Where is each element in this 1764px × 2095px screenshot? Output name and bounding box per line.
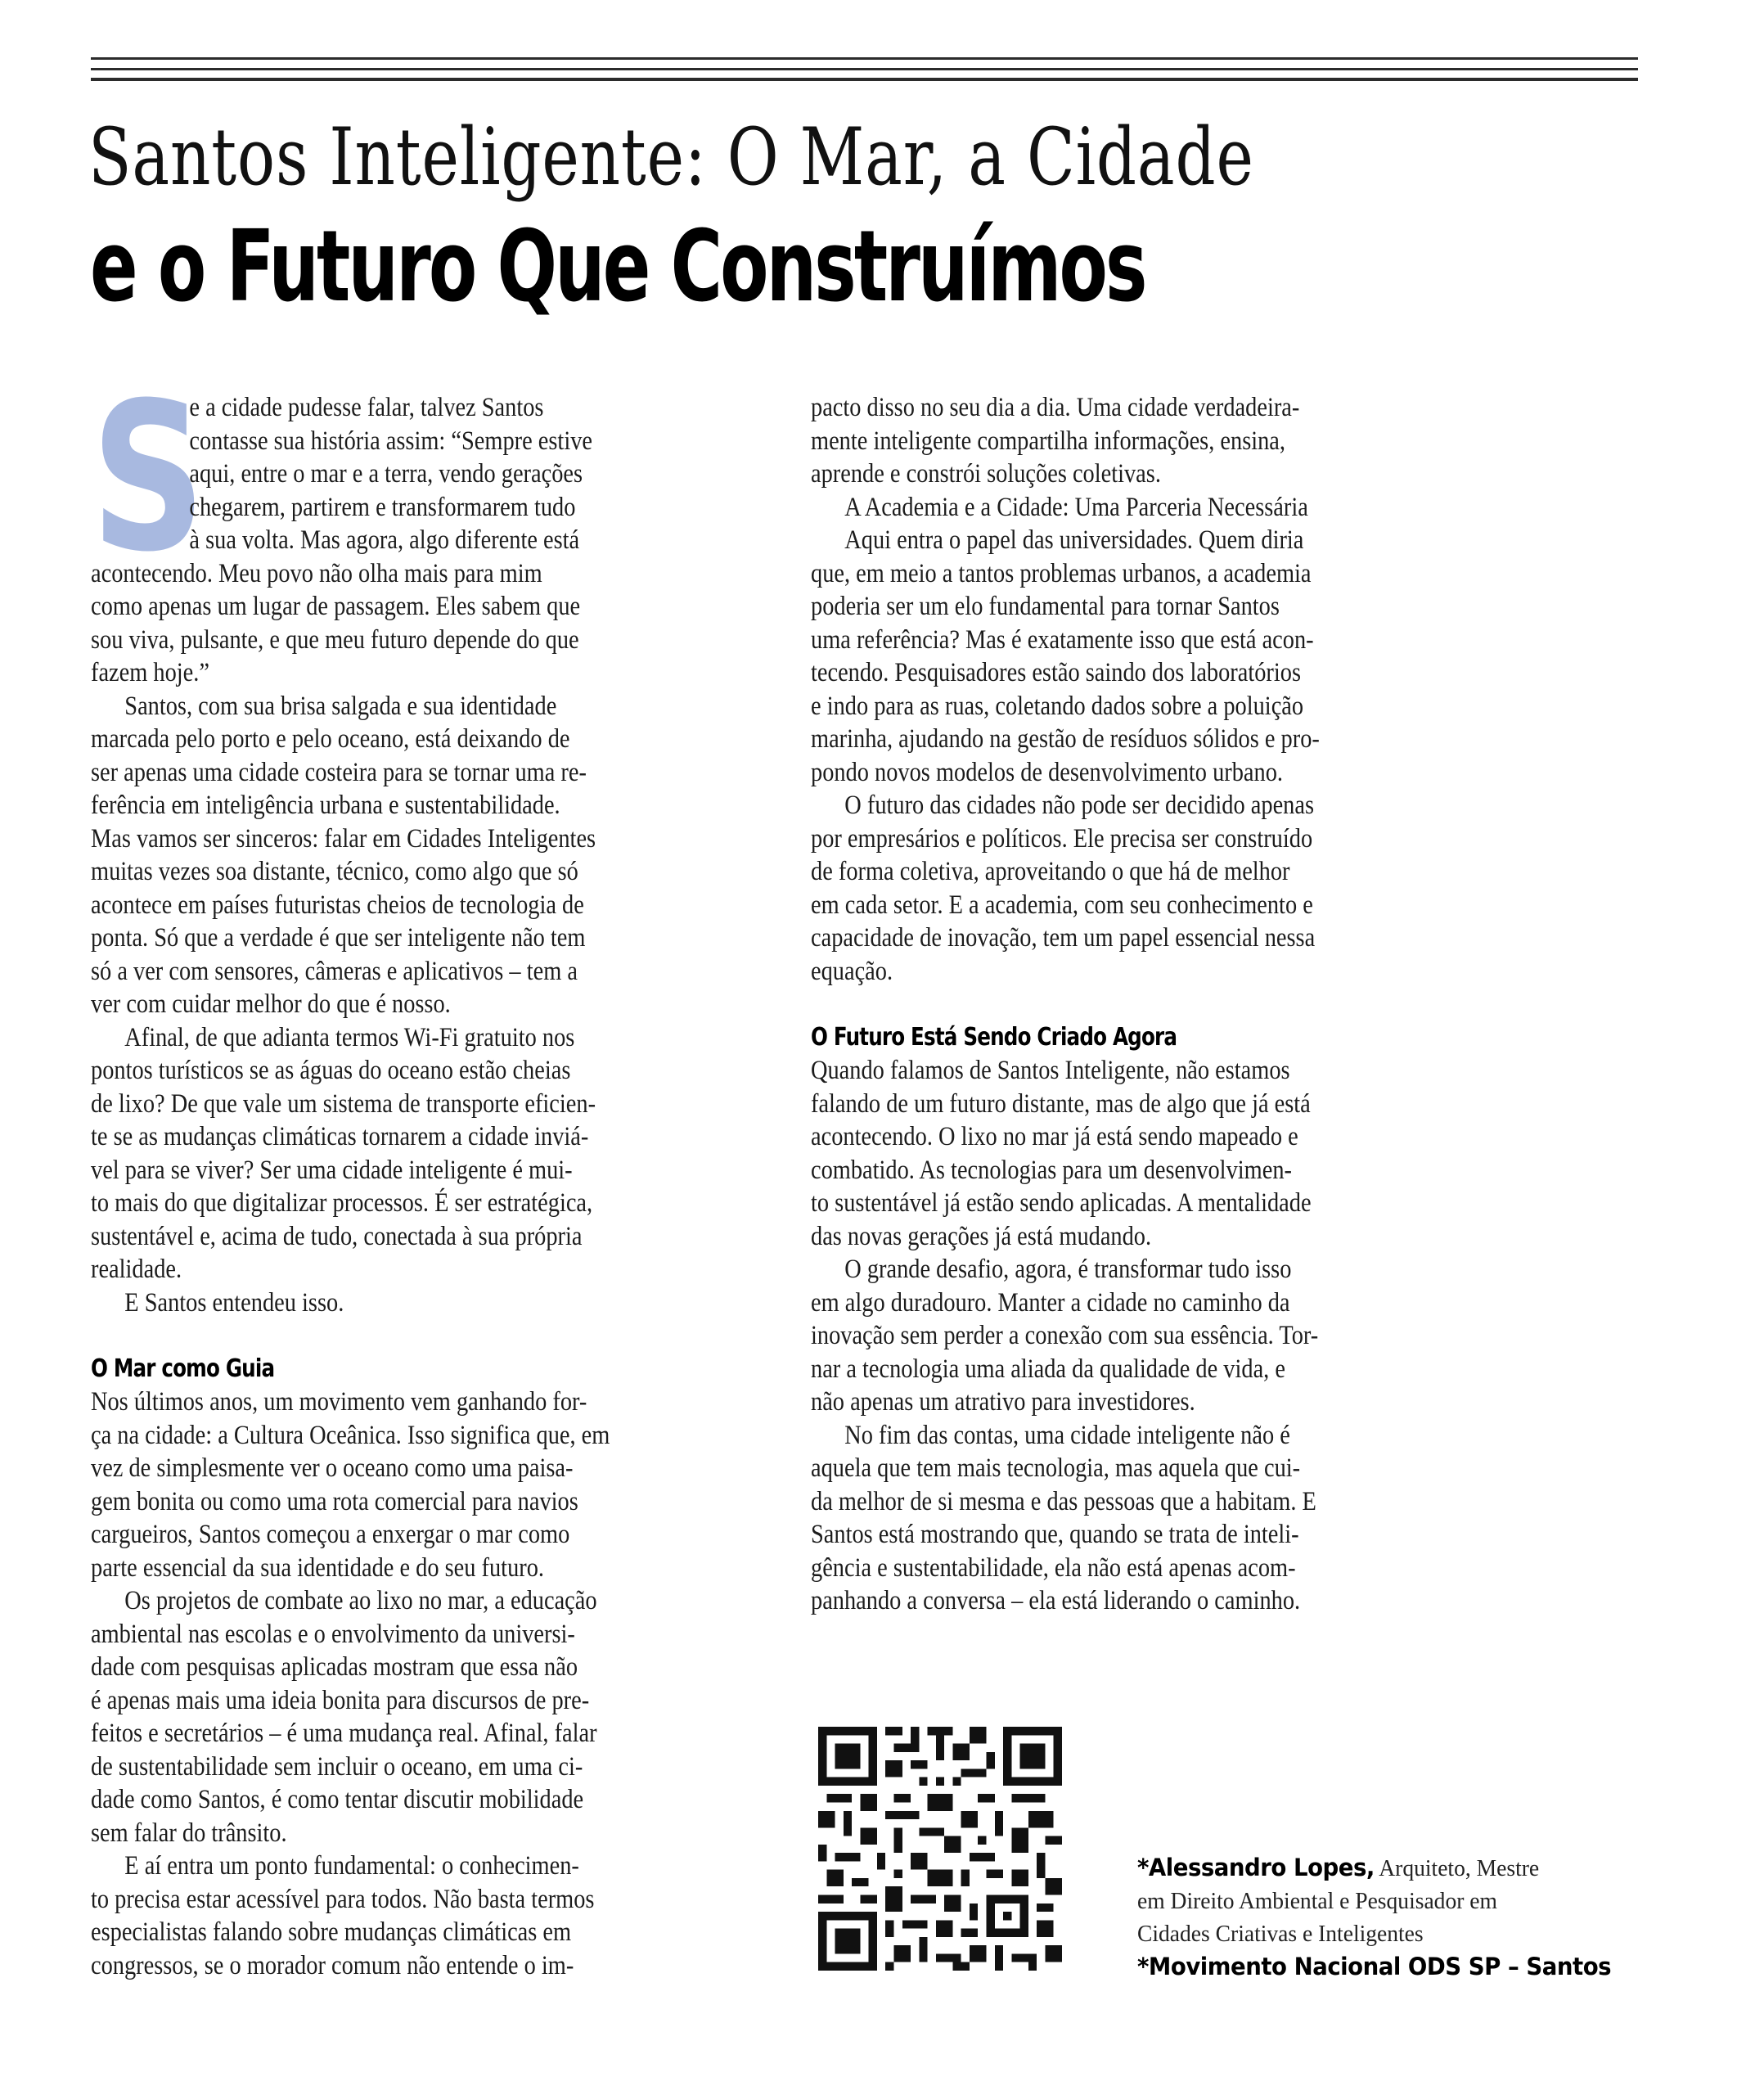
author-line-3: Cidades Criativas e Inteligentes bbox=[1137, 1921, 1424, 1947]
text-line: ambiental nas escolas e o envolvimento da universi- bbox=[91, 1619, 575, 1649]
headline-line-2: e o Futuro Que Construímos bbox=[90, 210, 1145, 324]
text-line: gem bonita ou como uma rota comercial para navios bbox=[91, 1486, 578, 1516]
text-line: aqui, entre o mar e a terra, vendo gerações bbox=[189, 459, 583, 489]
text-line: to mais do que digitalizar processos. É ser estratégica, bbox=[91, 1188, 593, 1218]
organization-line bbox=[1137, 1950, 1619, 1984]
author-line-1 bbox=[1137, 1851, 1619, 1885]
text-line: marcada pelo porto e pelo oceano, está deixando de bbox=[91, 724, 570, 754]
text-line: como apenas um lugar de passagem. Eles sabem que bbox=[91, 592, 581, 621]
text-line: de lixo? De que vale um sistema de transporte eficien- bbox=[91, 1088, 596, 1119]
text-line: acontecendo. Meu povo não olha mais para mim bbox=[91, 558, 542, 588]
text-line: em algo duradouro. Manter a cidade no caminho da bbox=[811, 1287, 1290, 1318]
text-line: congressos, se o morador comum não entende o im- bbox=[91, 1950, 574, 1980]
author-name: *Alessandro Lopes, bbox=[1137, 1854, 1375, 1881]
text-line: dade como Santos, é como tentar discutir mobilidade bbox=[91, 1785, 584, 1814]
text-line: não apenas um atrativo para investidores. bbox=[811, 1387, 1195, 1417]
text-line: O grande desafio, agora, é transformar tudo isso bbox=[844, 1255, 1292, 1284]
subheading-o-mar-como-guia: O Mar como Guia bbox=[91, 1354, 275, 1383]
paragraph bbox=[91, 358, 754, 690]
text-line: feitos e secretários – é uma mudança real. Afinal, falar bbox=[91, 1719, 597, 1748]
text-line: chegarem, partirem e transformarem tudo bbox=[189, 492, 576, 522]
text-line: fazem hoje.” bbox=[91, 658, 209, 687]
text-line: de forma coletiva, aproveitando o que há de melhor bbox=[811, 857, 1290, 886]
text-line: marinha, ajudando na gestão de resíduos sólidos e pro- bbox=[811, 724, 1320, 754]
article-column-left bbox=[91, 358, 754, 1982]
text-line: sou viva, pulsante, e que meu futuro depende do que bbox=[91, 624, 579, 655]
paragraph bbox=[811, 1253, 1498, 1419]
text-line: mente inteligente compartilha informações, ensina, bbox=[811, 426, 1286, 456]
text-line: aquela que tem mais tecnologia, mas aquela que cui- bbox=[811, 1453, 1301, 1483]
spacer bbox=[811, 988, 1498, 1021]
text-line: Santos, com sua brisa salgada e sua identidade bbox=[124, 691, 557, 721]
paragraph bbox=[811, 491, 1498, 525]
text-line: em cada setor. E a academia, com seu conhecimento e bbox=[811, 890, 1313, 920]
text-line: falando de um futuro distante, mas de algo que já está bbox=[811, 1088, 1311, 1119]
text-line: da melhor de si mesma e das pessoas que a habitam. E bbox=[811, 1486, 1316, 1516]
text-line: especialistas falando sobre mudanças climáticas em bbox=[91, 1917, 572, 1947]
text-line: Nos últimos anos, um movimento vem ganhando for- bbox=[91, 1387, 587, 1417]
spacer bbox=[91, 1319, 754, 1353]
paragraph bbox=[811, 1054, 1498, 1253]
text-line: E aí entra um ponto fundamental: o conhecimen- bbox=[124, 1851, 579, 1881]
text-line: A Academia e a Cidade: Uma Parceria Necessária bbox=[844, 492, 1308, 522]
text-line: panhando a conversa – ela está liderando o caminho. bbox=[811, 1586, 1301, 1615]
header-rule-3 bbox=[91, 78, 1638, 81]
paragraph bbox=[811, 391, 1498, 491]
text-line: to precisa estar acessível para todos. Não basta termos bbox=[91, 1884, 595, 1914]
text-line: ser apenas uma cidade costeira para se tornar uma re- bbox=[91, 757, 587, 787]
text-line: tecendo. Pesquisadores estão saindo dos laboratórios bbox=[811, 658, 1302, 687]
text-line: e a cidade pudesse falar, talvez Santos bbox=[189, 393, 544, 422]
text-line: realidade. bbox=[91, 1255, 182, 1284]
text-line: nar a tecnologia uma aliada da qualidade de vida, e bbox=[811, 1354, 1285, 1384]
text-line: vel para se viver? Ser uma cidade inteligente é mui- bbox=[91, 1155, 573, 1185]
headline-line-1: Santos Inteligente: O Mar, a Cidade bbox=[88, 111, 1254, 203]
text-line: Santos está mostrando que, quando se trata de inteli- bbox=[811, 1520, 1299, 1549]
author-line-2: em Direito Ambiental e Pesquisador em bbox=[1137, 1888, 1497, 1914]
text-line: à sua volta. Mas agora, algo diferente está bbox=[189, 525, 580, 555]
text-line: contasse sua história assim: “Sempre estive bbox=[189, 426, 592, 456]
text-line: capacidade de inovação, tem um papel essencial nessa bbox=[811, 923, 1316, 953]
text-line: pacto disso no seu dia a dia. Uma cidade verdadeira- bbox=[811, 393, 1300, 422]
author-credit bbox=[1137, 1851, 1645, 1984]
author-bio: Arquiteto, Mestre bbox=[1374, 1855, 1540, 1881]
text-line: ver com cuidar melhor do que é nosso. bbox=[91, 989, 451, 1019]
text-line: pondo novos modelos de desenvolvimento urbano. bbox=[811, 757, 1283, 787]
text-line: E Santos entendeu isso. bbox=[124, 1287, 344, 1318]
text-line: cargueiros, Santos começou a enxergar o mar como bbox=[91, 1520, 570, 1549]
drop-cap: S bbox=[91, 358, 206, 597]
paragraph bbox=[91, 1286, 754, 1320]
paragraph bbox=[811, 789, 1498, 988]
text-line: ça na cidade: a Cultura Oceânica. Isso significa que, em bbox=[91, 1420, 610, 1450]
text-line: to sustentável já estão sendo aplicadas. A mentalidade bbox=[811, 1188, 1312, 1218]
text-line: Os projetos de combate ao lixo no mar, a educação bbox=[124, 1586, 597, 1615]
text-line: só a ver com sensores, câmeras e aplicativos – tem a bbox=[91, 956, 578, 986]
text-line: pontos turísticos se as águas do oceano estão cheias bbox=[91, 1056, 571, 1085]
text-line: inovação sem perder a conexão com sua essência. Tor- bbox=[811, 1321, 1319, 1350]
text-line: aprende e constrói soluções coletivas. bbox=[811, 459, 1161, 489]
paragraph bbox=[91, 1021, 754, 1286]
text-line: de sustentabilidade sem incluir o oceano, em uma ci- bbox=[91, 1751, 583, 1782]
qr-code-icon[interactable] bbox=[818, 1727, 1062, 1971]
text-line: uma referência? Mas é exatamente isso que está acon- bbox=[811, 624, 1314, 655]
text-line: dade com pesquisas aplicadas mostram que essa não bbox=[91, 1652, 578, 1682]
text-line: parte essencial da sua identidade e do seu futuro. bbox=[91, 1552, 545, 1583]
text-line: sem falar do trânsito. bbox=[91, 1818, 287, 1848]
text-line: te se as mudanças climáticas tornarem a cidade inviá- bbox=[91, 1122, 589, 1151]
paragraph bbox=[91, 1584, 754, 1849]
text-line: sustentável e, acima de tudo, conectada à sua própria bbox=[91, 1221, 583, 1251]
text-line: Quando falamos de Santos Inteligente, não estamos bbox=[811, 1056, 1290, 1085]
header-rule-1 bbox=[91, 57, 1638, 60]
text-line: vez de simplesmente ver o oceano como uma paisa- bbox=[91, 1453, 574, 1483]
article-column-right bbox=[811, 391, 1498, 1618]
header-rule-2 bbox=[91, 68, 1638, 70]
text-line: gência e sustentabilidade, ela não está apenas acom- bbox=[811, 1552, 1296, 1583]
text-line: poderia ser um elo fundamental para tornar Santos bbox=[811, 592, 1280, 621]
text-line: Aqui entra o papel das universidades. Quem diria bbox=[844, 525, 1304, 555]
paragraph bbox=[91, 1385, 754, 1584]
text-line: equação. bbox=[811, 956, 893, 986]
text-line: é apenas mais uma ideia bonita para discursos de pre- bbox=[91, 1685, 590, 1715]
text-line: ponta. Só que a verdade é que ser inteligente não tem bbox=[91, 923, 586, 953]
text-line: Afinal, de que adianta termos Wi-Fi gratuito nos bbox=[124, 1022, 575, 1052]
text-line: por empresários e políticos. Ele precisa ser construído bbox=[811, 823, 1313, 854]
paragraph bbox=[91, 1849, 754, 1982]
paragraph bbox=[811, 1419, 1498, 1618]
text-line: O futuro das cidades não pode ser decidido apenas bbox=[844, 791, 1314, 820]
text-line: ferência em inteligência urbana e sustentabilidade. bbox=[91, 791, 560, 820]
organization-name: *Movimento Nacional ODS SP – Santos bbox=[1137, 1953, 1612, 1980]
text-line: combatido. As tecnologias para um desenvolvimen- bbox=[811, 1155, 1292, 1185]
text-line: muitas vezes soa distante, técnico, como algo que só bbox=[91, 857, 578, 886]
text-line: acontecendo. O lixo no mar já está sendo mapeado e bbox=[811, 1122, 1298, 1151]
text-line: das novas gerações já está mudando. bbox=[811, 1221, 1152, 1251]
subheading-o-futuro-esta-sendo-criado-agora: O Futuro Está Sendo Criado Agora bbox=[811, 1022, 1177, 1052]
paragraph bbox=[811, 524, 1498, 789]
text-line: Mas vamos ser sinceros: falar em Cidades Inteligentes bbox=[91, 823, 596, 854]
text-line: que, em meio a tantos problemas urbanos, a academia bbox=[811, 558, 1312, 588]
text-line: No fim das contas, uma cidade inteligente não é bbox=[844, 1420, 1290, 1450]
text-line: acontece em países futuristas cheios de tecnologia de bbox=[91, 890, 584, 920]
paragraph bbox=[91, 690, 754, 1021]
text-line: e indo para as ruas, coletando dados sobre a poluição bbox=[811, 691, 1304, 721]
